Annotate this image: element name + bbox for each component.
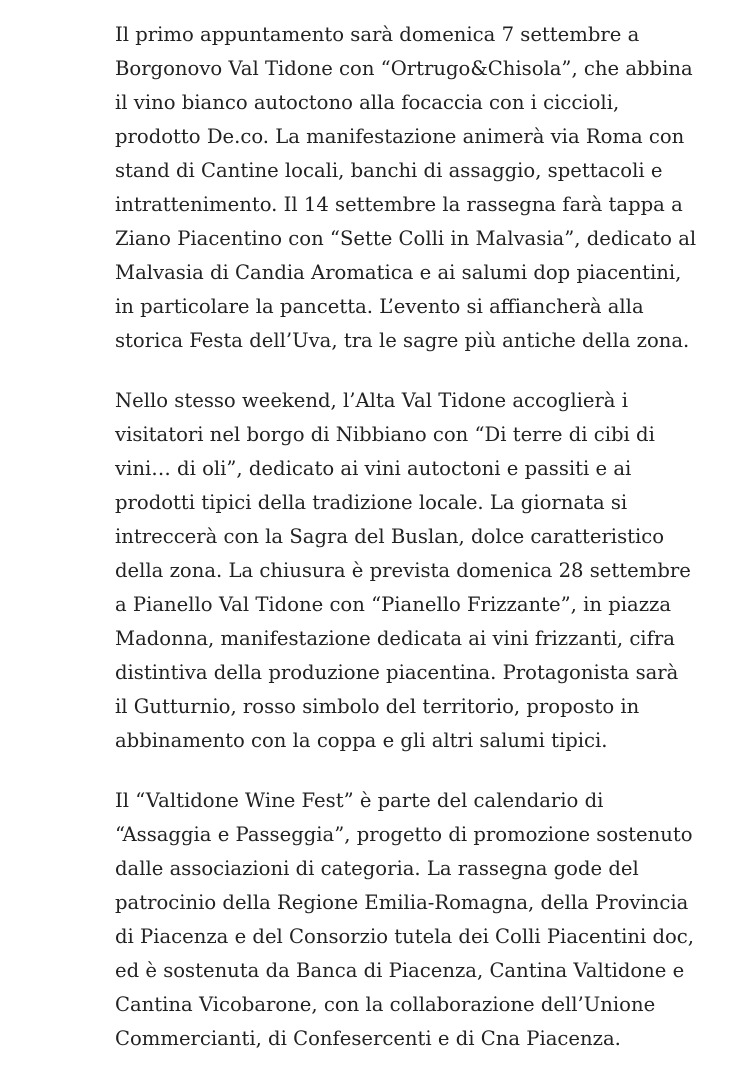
text-line: prodotti tipici della tradizione locale. La giornata si <box>115 491 628 514</box>
text-line: Nello stesso weekend, l’Alta Val Tidone accoglierà i <box>115 389 628 412</box>
text-line: Malvasia di Candia Aromatica e ai salumi dop piacentini, <box>115 261 682 284</box>
text-line: della zona. La chiusura è prevista domenica 28 settembre <box>115 559 691 582</box>
paragraph-1 <box>115 18 715 358</box>
text-line: patrocinio della Regione Emilia-Romagna, della Provincia <box>115 891 689 914</box>
text-line: il vino bianco autoctono alla focaccia con i ciccioli, <box>115 91 620 114</box>
text-line: Commercianti, di Confesercenti e di Cna Piacenza. <box>115 1027 621 1050</box>
text-line: Borgonovo Val Tidone con “Ortrugo&Chisola”, che abbina <box>115 57 693 80</box>
text-line: in particolare la pancetta. L’evento si affiancherà alla <box>115 295 644 318</box>
text-line: storica Festa dell’Uva, tra le sagre più antiche della zona. <box>115 329 690 352</box>
text-line: vini… di oli”, dedicato ai vini autoctoni e passiti e ai <box>115 457 632 480</box>
text-line: prodotto De.co. La manifestazione animerà via Roma con <box>115 125 685 148</box>
text-line: a Pianello Val Tidone con “Pianello Frizzante”, in piazza <box>115 593 672 616</box>
text-line: Cantina Vicobarone, con la collaborazione dell’Unione <box>115 993 656 1016</box>
text-line: ed è sostenuta da Banca di Piacenza, Cantina Valtidone e <box>115 959 685 982</box>
text-line: visitatori nel borgo di Nibbiano con “Di terre di cibi di <box>115 423 655 446</box>
text-line: stand di Cantine locali, banchi di assaggio, spettacoli e <box>115 159 663 182</box>
text-line: Il “Valtidone Wine Fest” è parte del calendario di <box>115 789 604 812</box>
text-line: Madonna, manifestazione dedicata ai vini frizzanti, cifra <box>115 627 675 650</box>
paragraph-3 <box>115 784 715 1056</box>
article-body <box>115 18 715 1082</box>
text-line: Ziano Piacentino con “Sette Colli in Malvasia”, dedicato al <box>115 227 697 250</box>
text-line: “Assaggia e Passeggia”, progetto di promozione sostenuto <box>115 823 693 846</box>
text-line: dalle associazioni di categoria. La rassegna gode del <box>115 857 639 880</box>
text-line: intrattenimento. Il 14 settembre la rassegna farà tappa a <box>115 193 683 216</box>
text-line: Il primo appuntamento sarà domenica 7 settembre a <box>115 23 640 46</box>
text-line: il Gutturnio, rosso simbolo del territorio, proposto in <box>115 695 640 718</box>
paragraph-2 <box>115 384 715 758</box>
text-line: abbinamento con la coppa e gli altri salumi tipici. <box>115 729 608 752</box>
text-line: intreccerà con la Sagra del Buslan, dolce caratteristico <box>115 525 665 548</box>
text-line: distintiva della produzione piacentina. Protagonista sarà <box>115 661 679 684</box>
text-line: di Piacenza e del Consorzio tutela dei Colli Piacentini doc, <box>115 925 694 948</box>
